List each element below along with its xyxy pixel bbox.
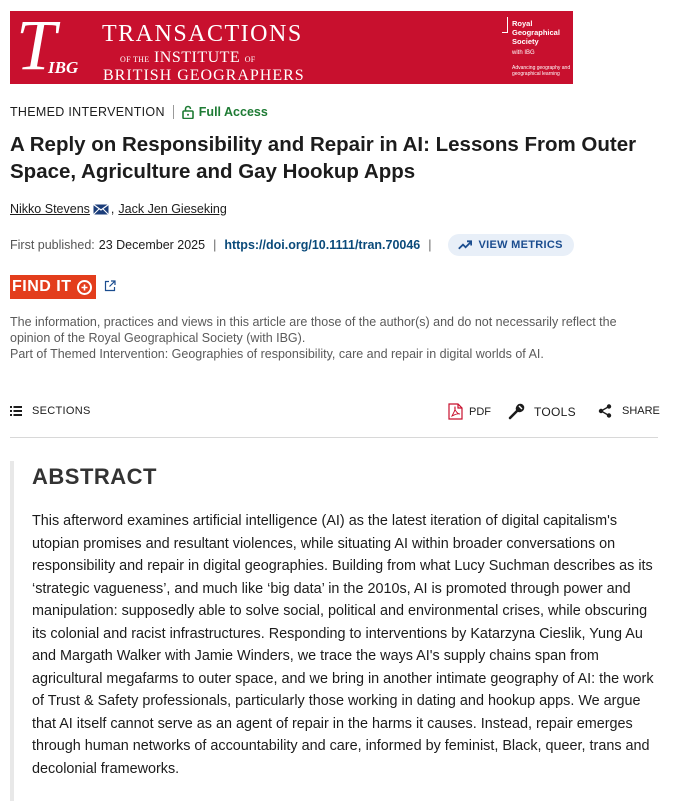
first-published-date: 23 December 2025 — [98, 238, 206, 252]
toolbar-divider — [10, 437, 658, 438]
pdf-label: PDF — [469, 405, 491, 418]
society-with: with IBG — [512, 50, 535, 56]
access-label: Full Access — [198, 105, 268, 119]
sections-label: SECTIONS — [32, 405, 91, 417]
find-it-logo-icon — [76, 279, 93, 296]
email-icon[interactable] — [93, 204, 109, 215]
pdf-button[interactable] — [448, 403, 491, 420]
article-toolbar — [10, 399, 658, 425]
abstract-section — [10, 461, 658, 801]
author-link[interactable]: Jack Jen Gieseking — [118, 202, 227, 216]
journal-title-line3: BRITISH GEOGRAPHERS — [103, 67, 305, 84]
journal-title-of-the: OF THE — [120, 55, 150, 64]
article-title: A Reply on Responsibility and Repair in AI: Lessons From Outer Space, Agriculture and Gay Hookup Apps — [10, 133, 637, 183]
pipe-separator: | — [428, 238, 432, 252]
journal-title-line2 — [120, 49, 256, 67]
share-label: SHARE — [622, 405, 660, 417]
abstract-heading: ABSTRACT — [32, 464, 157, 489]
unlock-icon — [182, 105, 194, 119]
sections-button[interactable] — [10, 405, 91, 417]
society-logo — [502, 17, 571, 79]
pipe-separator: | — [213, 238, 217, 252]
disclaimer — [10, 314, 650, 362]
meta-divider — [173, 105, 174, 119]
first-published-label: First published: — [10, 238, 95, 252]
journal-logo-abbrev: IBG — [48, 58, 79, 77]
doi-link[interactable]: https://doi.org/10.1111/tran.70046 — [224, 238, 421, 252]
author-separator: , — [110, 202, 115, 216]
wrench-icon — [508, 403, 525, 420]
tools-label: TOOLS — [534, 404, 576, 419]
society-tagline: Advancing geography and geographical learning — [512, 65, 571, 77]
journal-title-of: OF — [244, 55, 256, 64]
external-link-icon[interactable] — [104, 280, 116, 292]
disclaimer-text: The information, practices and views in this article are those of the author(s) and do not necessarily reflect the opinion of the Royal Geographical Society (with IBG). — [10, 315, 617, 345]
article-type: THEMED INTERVENTION — [10, 105, 165, 119]
view-metrics-label: VIEW METRICS — [478, 239, 563, 251]
pdf-file-icon — [448, 403, 463, 420]
tools-button[interactable] — [508, 403, 576, 420]
society-name: Royal Geographical Society — [512, 19, 560, 46]
journal-title-line1: TRANSACTIONS — [102, 21, 303, 47]
view-metrics-button[interactable] — [448, 234, 574, 256]
themed-intervention-note: Part of Themed Intervention: Geographies of responsibility, care and repair in digital worlds of AI. — [10, 347, 544, 361]
author-link[interactable]: Nikko Stevens — [10, 202, 90, 216]
find-it-button[interactable] — [10, 275, 96, 299]
journal-logo-letter: T — [16, 5, 55, 85]
author-list — [10, 202, 227, 216]
share-icon — [598, 404, 612, 418]
trending-up-icon — [458, 240, 472, 250]
abstract-text: This afterword examines artificial intelligence (AI) as the latest iteration of digital capitalism's utopian promises and resultant violences, while situating AI within broader conversations on responsibility and repair in digital geographies. Building from what Lucy Suchman describes as its ‘strategic vagueness’, and much like ‘big data’ in the 2010s, AI is promoted through power and manipulation: supposedly able to solve social, political and environmental crises, while obscuring its colonial and racist infrastructures. Responding to interventions by Katarzyna Cieslik, Yung Au and Margath Walker with Jamie Winders, we trace the ways AI's supply chains span from agricultural megafarms to outer space, and we bring in another intimate geography of AI: the work of Trust & Safety professionals, particularly those working in dating and hookup apps. We argue that AI itself cannot serve as an agent of repair in the harms it causes. Instead, repair emerges through human networks of accountability and care, informed by feminist, Black, queer, trans and decolonial frameworks. — [32, 513, 654, 777]
publication-row — [10, 234, 574, 256]
access-badge — [182, 105, 268, 119]
find-it-label: FIND IT — [12, 278, 72, 295]
journal-banner[interactable] — [10, 5, 573, 85]
article-meta-row — [10, 104, 268, 120]
journal-title-institute: INSTITUTE — [153, 49, 241, 66]
share-button[interactable] — [598, 404, 660, 418]
society-logo-mark — [502, 17, 508, 33]
list-icon — [10, 406, 22, 416]
